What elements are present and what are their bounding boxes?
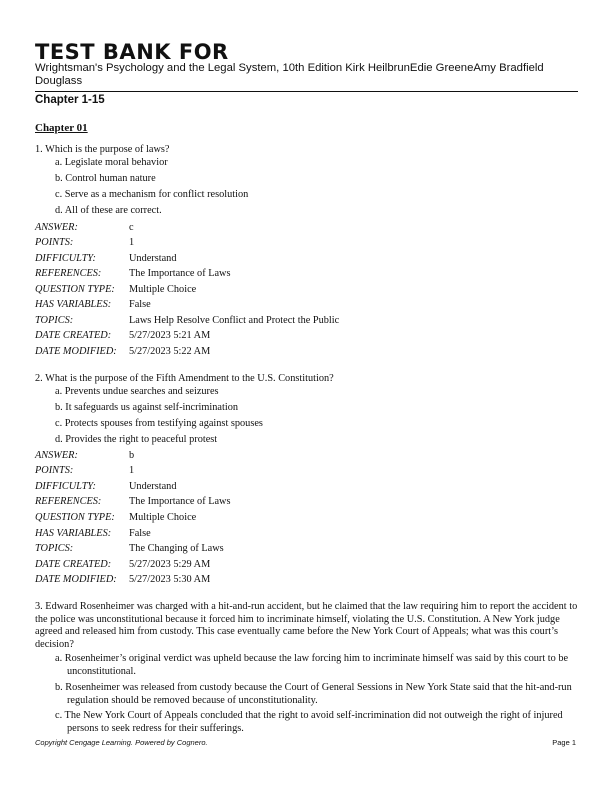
section-title: Chapter 01 <box>35 122 88 134</box>
answer-value: b <box>129 450 135 461</box>
question-3-text: 3. Edward Rosenheimer was charged with a hit-and-run accident, but he claimed that the law requiring him to report the accident to the police was unconstitutional because it forced him to incriminate himself, violating the U.S. Constitution. A New York judge agreed and released him from custody. This case eventually came before the New York Court of Appeals; what was this court’s decision? <box>35 601 578 650</box>
references-label: REFERENCES: <box>35 496 102 507</box>
date-created-value: 5/27/2023 5:21 AM <box>129 330 211 341</box>
has-variables-label: HAS VARIABLES: <box>35 299 112 310</box>
difficulty-label: DIFFICULTY: <box>35 481 96 492</box>
answer-label: ANSWER: <box>35 222 78 233</box>
question-3-option-b: b. Rosenheimer was released from custody because the Court of General Sessions in New York State said that the hit-and-run regulation should be removed because of unconstitutionality. <box>55 682 572 706</box>
header-divider <box>35 91 578 92</box>
question-3-option-b-wrap <box>55 682 575 707</box>
question-2-option-b: b. It safeguards us against self-incrimination <box>55 402 239 413</box>
question-1-date-created <box>35 330 435 343</box>
test-bank-banner: TEST BANK FOR <box>35 40 229 64</box>
references-value: The Importance of Laws <box>129 268 231 279</box>
date-created-value: 5/27/2023 5:29 AM <box>129 559 211 570</box>
question-1-difficulty <box>35 253 435 266</box>
book-title: Wrightsman's Psychology and the Legal System, 10th Edition Kirk HeilbrunEdie GreeneAmy Bradfield Douglass <box>35 62 544 87</box>
topics-value: Laws Help Resolve Conflict and Protect the Public <box>129 315 340 326</box>
date-modified-value: 5/27/2023 5:22 AM <box>129 346 211 357</box>
points-value: 1 <box>129 465 135 476</box>
topics-value: The Changing of Laws <box>129 543 224 554</box>
question-2-option-d: d. Provides the right to peaceful protest <box>55 434 218 445</box>
difficulty-value: Understand <box>129 481 177 492</box>
question-3-option-a-wrap <box>55 653 575 678</box>
question-1-date-modified <box>35 346 435 359</box>
question-2-has-variables <box>35 528 435 541</box>
footer-copyright: Copyright Cengage Learning. Powered by Cognero. <box>35 738 208 747</box>
points-label: POINTS: <box>35 237 74 248</box>
question-2-option-a: a. Prevents undue searches and seizures <box>55 386 219 397</box>
question-1-option-c: c. Serve as a mechanism for conflict resolution <box>55 189 249 200</box>
answer-label: ANSWER: <box>35 450 78 461</box>
question-1-option-d: d. All of these are correct. <box>55 205 162 216</box>
topics-label: TOPICS: <box>35 543 74 554</box>
references-label: REFERENCES: <box>35 268 102 279</box>
question-2-topics <box>35 543 435 556</box>
question-1-text: 1. Which is the purpose of laws? <box>35 144 170 155</box>
topics-label: TOPICS: <box>35 315 74 326</box>
question-type-label: QUESTION TYPE: <box>35 284 115 295</box>
question-type-value: Multiple Choice <box>129 284 197 295</box>
has-variables-label: HAS VARIABLES: <box>35 528 112 539</box>
question-2-date-modified <box>35 574 435 587</box>
answer-value: c <box>129 222 134 233</box>
has-variables-value: False <box>129 299 151 310</box>
date-created-label: DATE CREATED: <box>35 559 112 570</box>
has-variables-value: False <box>129 528 151 539</box>
question-1-has-variables <box>35 299 435 312</box>
chapter-range: Chapter 1-15 <box>35 94 105 106</box>
question-2-text: 2. What is the purpose of the Fifth Amendment to the U.S. Constitution? <box>35 373 334 384</box>
question-2-references <box>35 496 435 509</box>
question-1-answer <box>35 222 435 235</box>
points-label: POINTS: <box>35 465 74 476</box>
question-1-topics <box>35 315 435 328</box>
question-2-date-created <box>35 559 435 572</box>
question-2-difficulty <box>35 481 435 494</box>
question-1-option-a: a. Legislate moral behavior <box>55 157 168 168</box>
question-1-type <box>35 284 435 297</box>
question-1-references <box>35 268 435 281</box>
references-value: The Importance of Laws <box>129 496 231 507</box>
question-3-option-c: c. The New York Court of Appeals concluded that the right to avoid self-incrimination did not outweigh the right of injured persons to seek redress for their sufferings. <box>55 710 563 734</box>
date-modified-label: DATE MODIFIED: <box>35 346 117 357</box>
question-2-points <box>35 465 435 478</box>
date-modified-value: 5/27/2023 5:30 AM <box>129 574 211 585</box>
date-modified-label: DATE MODIFIED: <box>35 574 117 585</box>
date-created-label: DATE CREATED: <box>35 330 112 341</box>
question-3-option-a: a. Rosenheimer’s original verdict was upheld because the law forcing him to incriminate himself was said by this court to be unconstitutional. <box>55 653 569 677</box>
points-value: 1 <box>129 237 135 248</box>
difficulty-value: Understand <box>129 253 177 264</box>
question-3-option-c-wrap <box>55 710 575 735</box>
question-2-type <box>35 512 435 525</box>
difficulty-label: DIFFICULTY: <box>35 253 96 264</box>
question-1-points <box>35 237 435 250</box>
question-2-answer <box>35 450 435 463</box>
question-type-value: Multiple Choice <box>129 512 197 523</box>
question-1-option-b: b. Control human nature <box>55 173 156 184</box>
question-2-option-c: c. Protects spouses from testifying against spouses <box>55 418 263 429</box>
question-type-label: QUESTION TYPE: <box>35 512 115 523</box>
footer-page-number: Page 1 <box>552 738 576 747</box>
